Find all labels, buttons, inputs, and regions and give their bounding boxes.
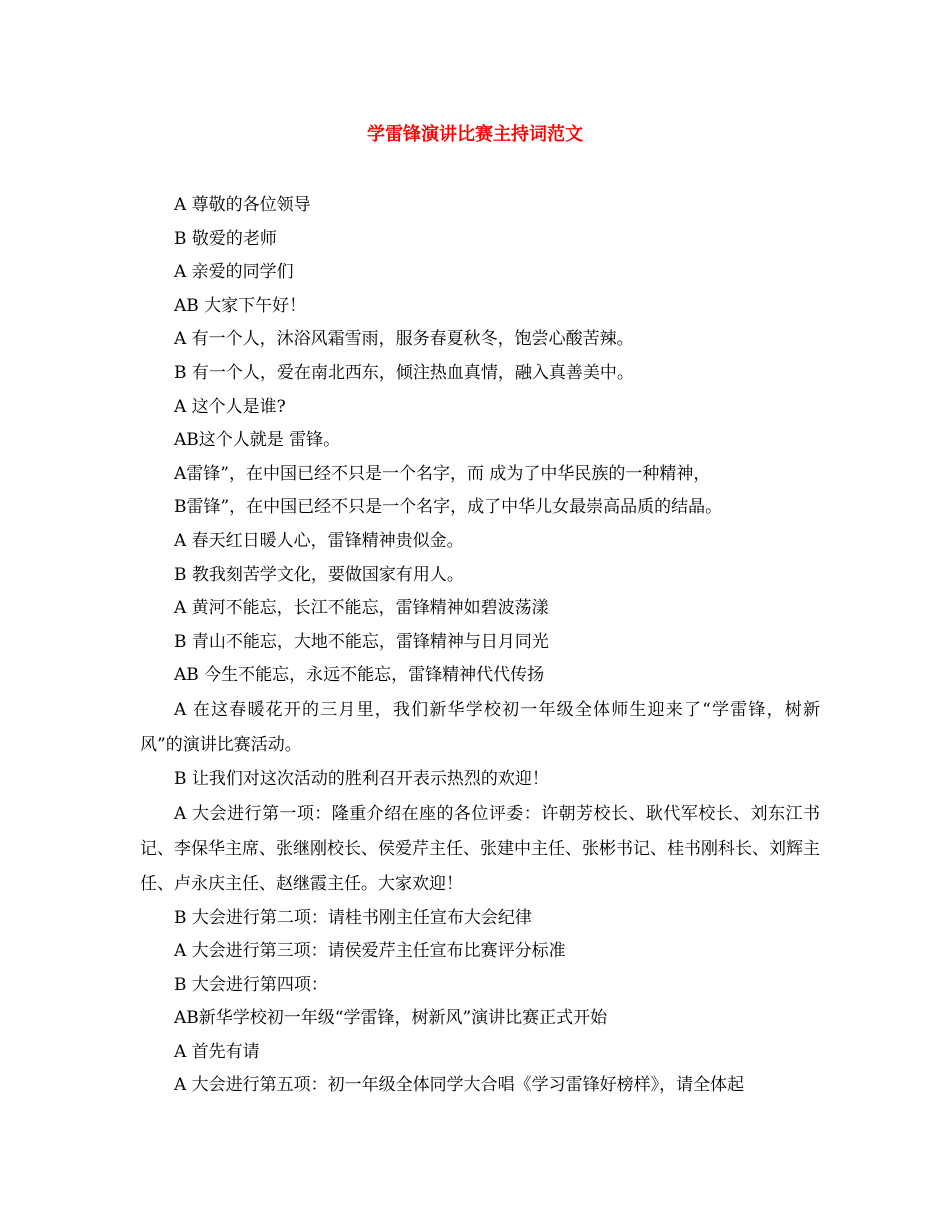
text-line: A 尊敬的各位领导 (174, 195, 311, 215)
document-body (140, 189, 820, 1103)
text-line: B 大会进行第二项：请桂书刚主任宣布大会纪律 (174, 907, 532, 928)
activity-paragraph: A 在这春暖花开的三月里，我们新华学校初一年级全体师生迎来了“学雷锋，树新风”的演讲比赛活动。 (140, 699, 820, 755)
judges-paragraph: A 大会进行第一项：隆重介绍在座的各位评委：许朝芳校长、耿代军校长、刘东江书记、李保华主席、张继刚校长、侯爱芹主任、张建中主任、张彬书记、桂书刚科长、刘辉主任、卢永庆主任、赵继霞主任。大家欢迎！ (140, 803, 820, 894)
text-line: AB 今生不能忘，永远不能忘，雷锋精神代代传扬 (174, 665, 545, 686)
text-line: A 有一个人，沐浴风霜雪雨，服务春夏秋冬，饱尝心酸苦辣。 (174, 329, 634, 350)
text-line: A 这个人是谁? (174, 396, 286, 417)
document-title: 学雷锋演讲比赛主持词范文 (367, 124, 583, 145)
text-line: B雷锋”，在中国已经不只是一个名字，成了中华儿女最崇高品质的结晶。 (174, 497, 723, 518)
text-line: A 大会进行第三项：请侯爱芹主任宣布比赛评分标准 (174, 941, 566, 962)
text-line: AB这个人就是 雷锋。 (174, 430, 341, 451)
text-line: B 有一个人，爱在南北西东，倾注热血真情，融入真善美中。 (174, 362, 634, 383)
text-line: B 大会进行第四项： (174, 974, 328, 995)
text-line: B 教我刻苦学文化，要做国家有用人。 (174, 564, 464, 585)
text-line: AB 大家下午好！ (174, 295, 307, 316)
text-line: B 敬爱的老师 (174, 228, 277, 249)
text-line: A 亲爱的同学们 (174, 262, 294, 283)
text-line: A雷锋”，在中国已经不只是一个名字，而 成为了中华民族的一种精神， (174, 463, 711, 484)
text-line: A 黄河不能忘，长江不能忘，雷锋精神如碧波荡漾 (174, 598, 549, 619)
text-line: A 大会进行第五项：初一年级全体同学大合唱《学习雷锋好榜样》，请全体起 (174, 1075, 745, 1096)
text-line: A 首先有请 (174, 1041, 260, 1062)
text-line: B 青山不能忘，大地不能忘，雷锋精神与日月同光 (174, 631, 549, 652)
text-line: AB新华学校初一年级“学雷锋，树新风”演讲比赛正式开始 (174, 1008, 608, 1029)
welcome-line: B 让我们对这次活动的胜利召开表示热烈的欢迎！ (174, 768, 549, 789)
text-line: A 春天红日暖人心，雷锋精神贵似金。 (174, 530, 464, 551)
